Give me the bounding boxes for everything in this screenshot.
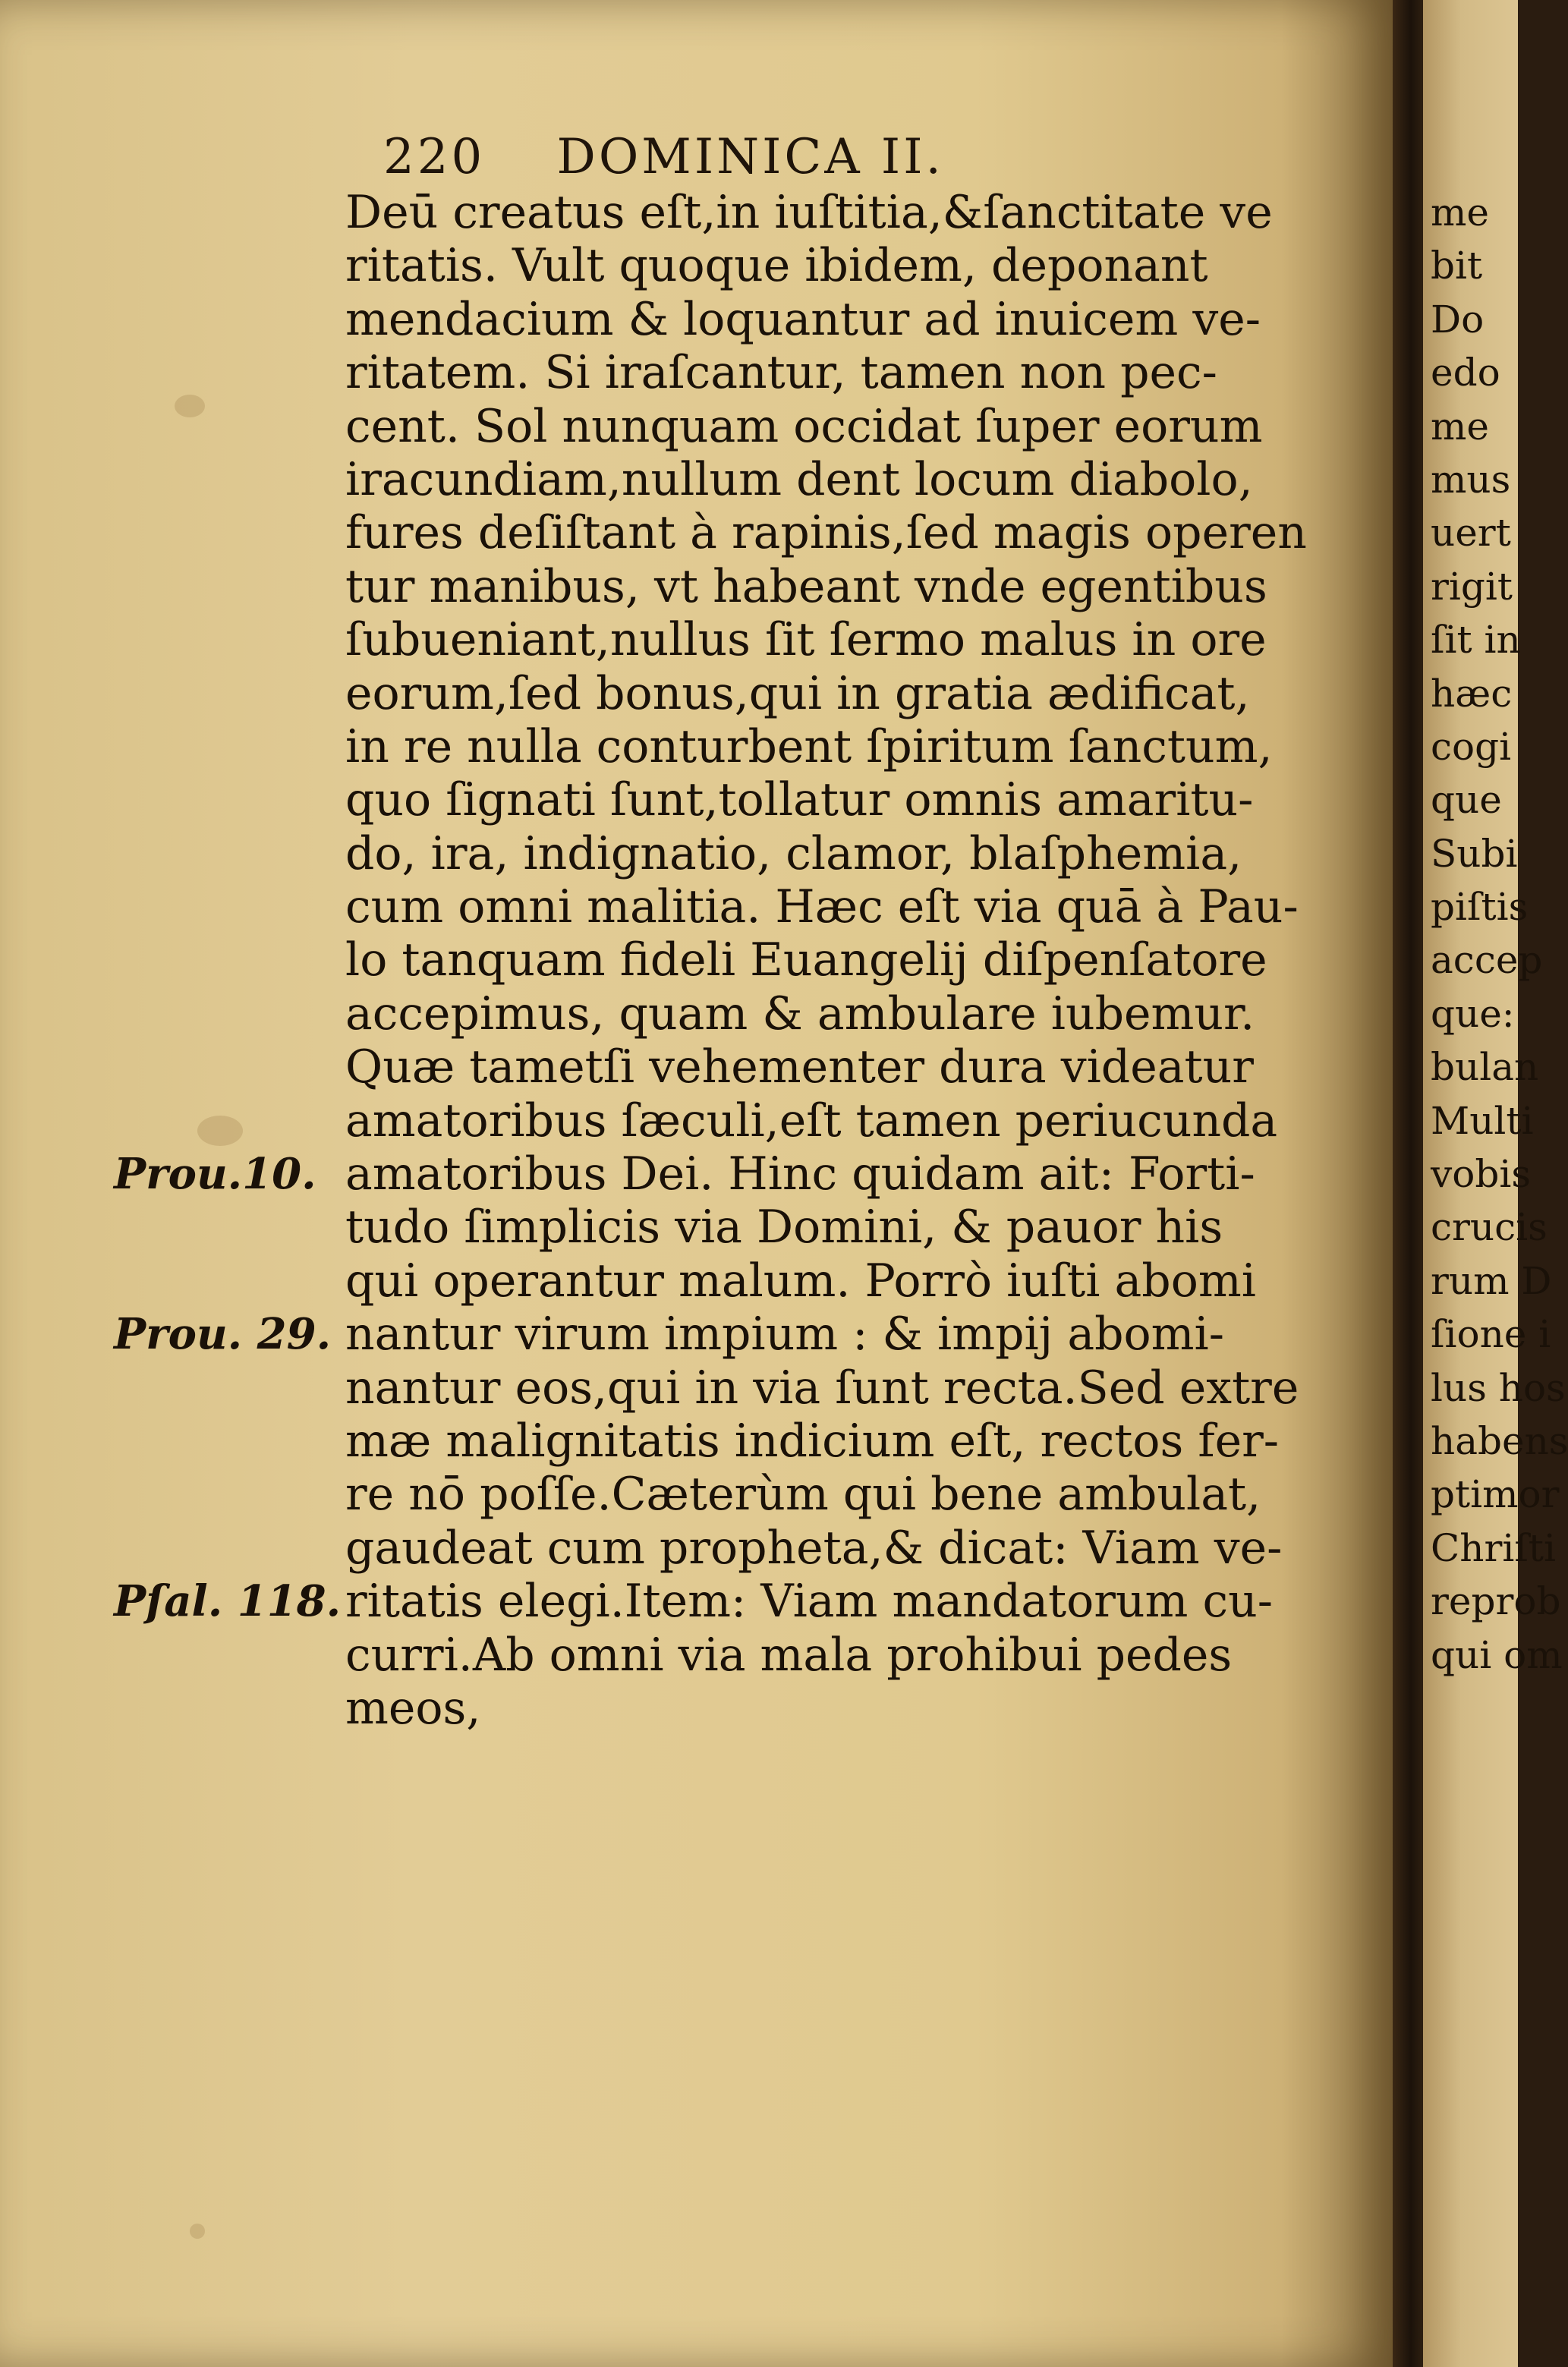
facing-page-fragment: cogi bbox=[1431, 724, 1512, 769]
text-line: nantur eos,qui in via ſunt recta.Sed extre bbox=[345, 1361, 1299, 1415]
facing-page-edge bbox=[1423, 0, 1568, 2367]
text-line: ſubueniant,nullus ſit ſermo malus in ore bbox=[345, 613, 1267, 667]
text-line: amatoribus ſæculi,eſt tamen periucunda bbox=[345, 1094, 1278, 1147]
text-line: Deū creatus eſt,in iuſtitia,&ſanctitate ve bbox=[345, 186, 1273, 239]
facing-page-fragment: bit bbox=[1431, 244, 1483, 288]
facing-page-fragment: habens bbox=[1431, 1418, 1568, 1463]
facing-page-fragment: rum D bbox=[1431, 1258, 1552, 1303]
text-line: qui operantur malum. Porrò iuſti abomi bbox=[345, 1254, 1256, 1308]
text-line: iracundiam,nullum dent locum diabolo, bbox=[345, 452, 1253, 506]
text-line: accepimus, quam & ambulare iubemur. bbox=[345, 987, 1255, 1040]
ink-speck bbox=[197, 1116, 243, 1146]
text-line: quo ſignati ſunt,tollatur omnis amaritu- bbox=[345, 773, 1254, 827]
facing-page-fragment: que bbox=[1431, 778, 1502, 823]
text-line: Quæ tametſi vehementer dura videatur bbox=[345, 1040, 1254, 1094]
facing-page-fragment: Subi bbox=[1431, 831, 1518, 876]
page-number: 220 bbox=[383, 129, 486, 185]
facing-page-fragment: mus bbox=[1431, 457, 1511, 502]
text-line: nantur virum impium : & impij abomi- bbox=[345, 1308, 1225, 1361]
margin-note: Prou. 29. bbox=[114, 1309, 332, 1360]
text-line: ritatem. Si iraſcantur, tamen non pec- bbox=[345, 346, 1217, 400]
facing-page-fragment: ſione i bbox=[1431, 1312, 1551, 1357]
text-line: re nō poſſe.Cæterùm qui bene ambulat, bbox=[345, 1468, 1261, 1522]
facing-page-fragment: hæc bbox=[1431, 671, 1513, 716]
facing-page-fragment: bulan bbox=[1431, 1045, 1539, 1090]
facing-page-fragment: Multi bbox=[1431, 1098, 1534, 1143]
facing-page-fragment: me bbox=[1431, 404, 1490, 449]
text-line: mæ malignitatis indicium eſt, rectos fer- bbox=[345, 1414, 1280, 1468]
ink-speck bbox=[175, 395, 205, 417]
text-line: cent. Sol nunquam occidat ſuper eorum bbox=[345, 399, 1263, 453]
text-line: eorum,ſed bonus,qui in gratia ædificat, bbox=[345, 666, 1250, 720]
facing-page-fragment: vobis bbox=[1431, 1152, 1532, 1197]
facing-page-fragment: ptimor bbox=[1431, 1472, 1560, 1517]
text-line: curri.Ab omni via mala prohibui pedes bbox=[345, 1628, 1233, 1682]
facing-page-fragment: crucis bbox=[1431, 1205, 1548, 1250]
facing-page-fragment: edo bbox=[1431, 351, 1500, 395]
running-header bbox=[383, 129, 944, 190]
facing-page-fragment: lus hos bbox=[1431, 1365, 1566, 1410]
margin-note: Pſal. 118. bbox=[114, 1576, 342, 1627]
facing-page-fragment: que: bbox=[1431, 991, 1515, 1036]
page-title: DOMINICA II. bbox=[556, 129, 944, 185]
text-line: ritatis elegi.Item: Viam mandatorum cu- bbox=[345, 1575, 1274, 1629]
facing-page-fragment: qui om bbox=[1431, 1632, 1563, 1677]
text-line: amatoribus Dei. Hinc quidam ait: Forti- bbox=[345, 1147, 1255, 1201]
text-line: cum omni malitia. Hæc eſt via quā à Pau- bbox=[345, 880, 1299, 934]
text-line: ritatis. Vult quoque ibidem, deponant bbox=[345, 239, 1208, 293]
facing-page-fragment: ſit in bbox=[1431, 618, 1521, 663]
text-line: mendacium & loquantur ad inuicem ve- bbox=[345, 292, 1261, 346]
ink-speck bbox=[190, 2224, 205, 2239]
facing-page-fragment: me bbox=[1431, 190, 1490, 234]
text-line: meos, bbox=[345, 1681, 481, 1735]
facing-page-fragment: piſtis bbox=[1431, 885, 1529, 930]
facing-page-text bbox=[1431, 186, 1568, 1682]
facing-page-fragment: Do bbox=[1431, 297, 1485, 342]
text-line: fures deſiſtant à rapinis,ſed magis operen bbox=[345, 506, 1307, 560]
text-line: lo tanquam fideli Euangelij diſpenſatore bbox=[345, 933, 1267, 987]
text-line: tur manibus, vt habeant vnde egentibus bbox=[345, 559, 1267, 613]
text-line: gaudeat cum propheta,& dicat: Viam ve- bbox=[345, 1521, 1283, 1575]
book-gutter bbox=[1393, 0, 1423, 2367]
margin-note: Prou.10. bbox=[114, 1149, 316, 1200]
facing-page-fragment: Chriſti bbox=[1431, 1525, 1556, 1570]
text-line: in re nulla conturbent ſpiritum ſanctum, bbox=[345, 719, 1273, 773]
text-line: do, ira, indignatio, clamor, blaſphemia, bbox=[345, 826, 1242, 880]
facing-page-fragment: accep bbox=[1431, 938, 1543, 983]
facing-page-fragment: reprob bbox=[1431, 1579, 1561, 1624]
text-line: tudo ſimplicis via Domini, & pauor his bbox=[345, 1201, 1223, 1254]
facing-page-fragment: rigit bbox=[1431, 564, 1513, 609]
facing-page-fragment: uert bbox=[1431, 511, 1511, 556]
body-text bbox=[345, 186, 1362, 1735]
